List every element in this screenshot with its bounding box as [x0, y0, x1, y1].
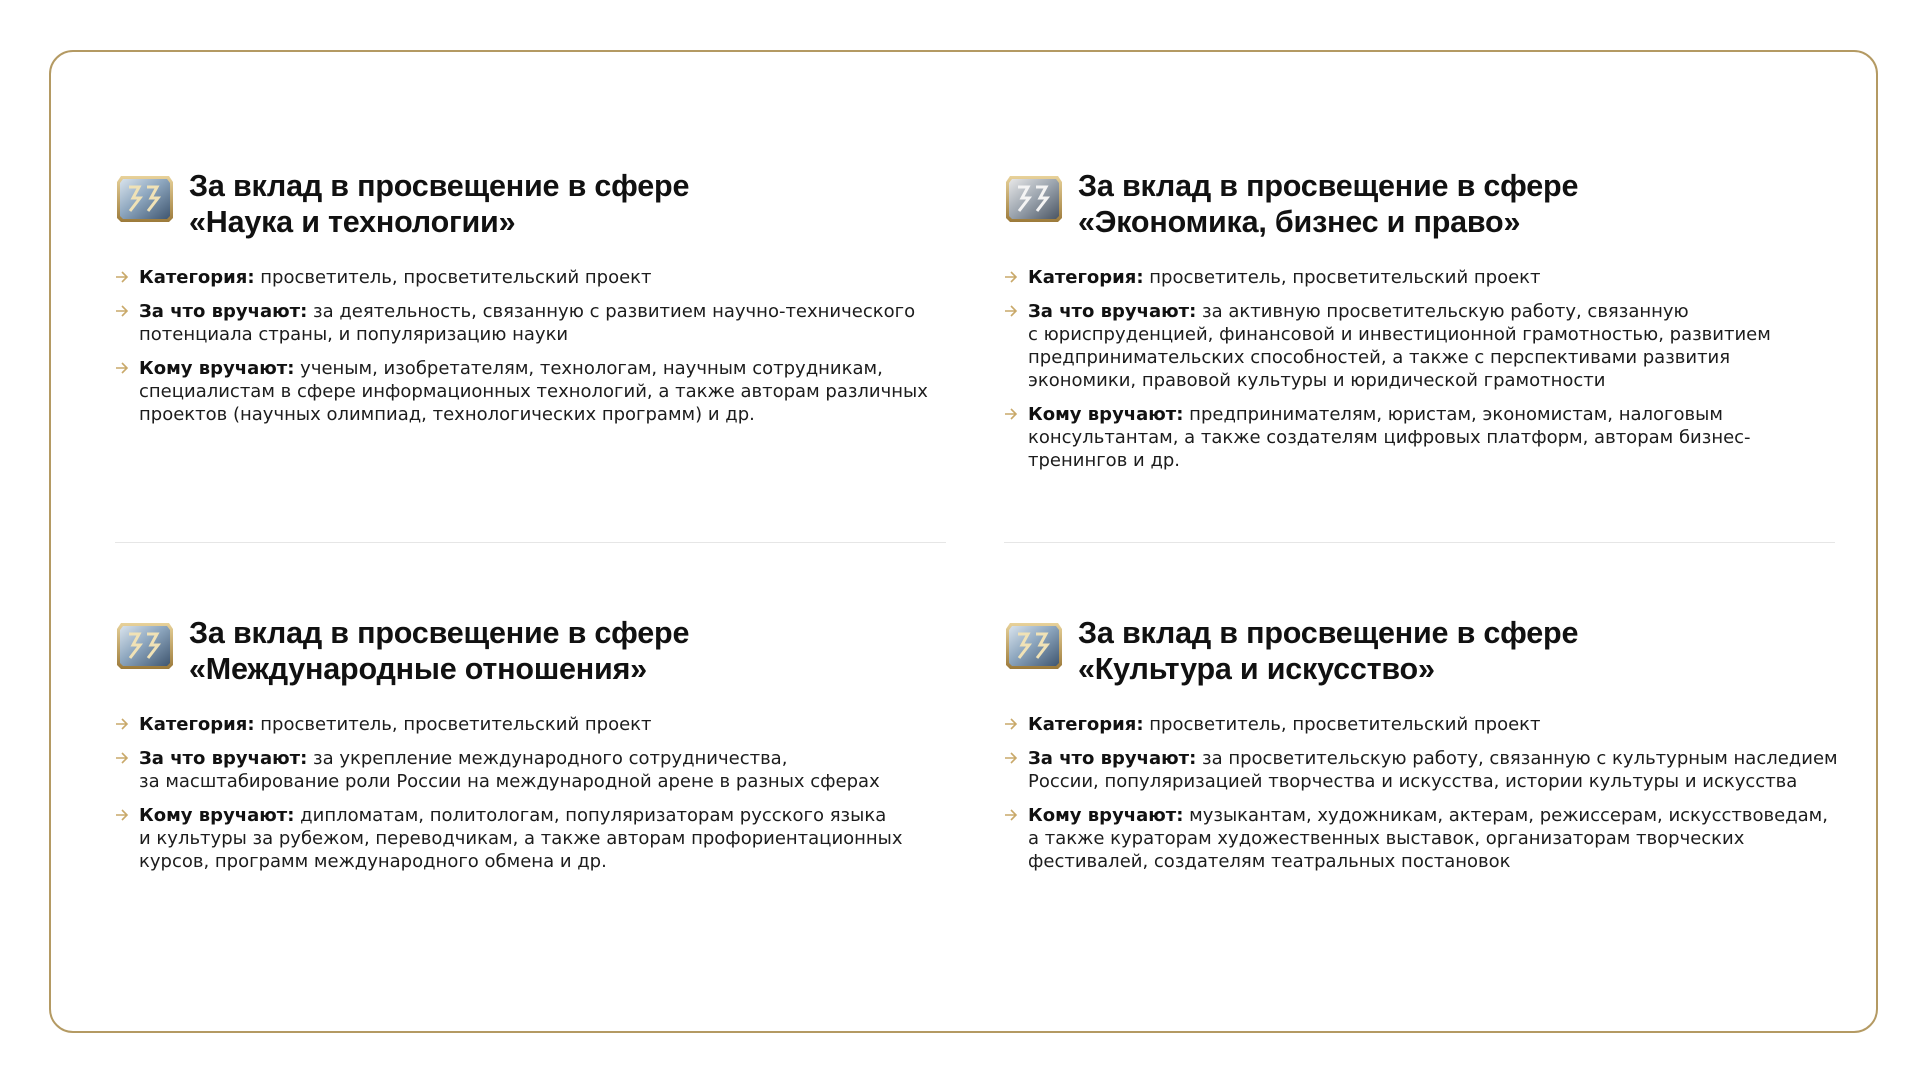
award-card-economics — [1004, 168, 1834, 483]
arrow-right-icon — [1004, 716, 1018, 732]
card-title-line: За вклад в просвещение в сфере — [189, 616, 690, 650]
criteria-label: Категория: — [1028, 267, 1144, 288]
card-header — [115, 168, 945, 240]
card-title-line: «Международные отношения» — [189, 652, 647, 686]
arrow-right-icon — [1004, 406, 1018, 422]
criteria-text: с юриспруденцией, финансовой и инвестиционной грамотностью, развитием — [1028, 324, 1771, 345]
arrow-right-icon — [115, 807, 129, 823]
criteria-item-recipients — [1004, 403, 1834, 472]
criteria-text: курсов, программ международного обмена и др. — [139, 851, 607, 872]
card-title-line: За вклад в просвещение в сфере — [1078, 616, 1579, 650]
criteria-text: и культуры за рубежом, переводчикам, а также авторам профориентационных — [139, 828, 903, 849]
criteria-label: Категория: — [1028, 714, 1144, 735]
award-medal-icon — [115, 170, 175, 226]
award-card-science — [115, 168, 945, 437]
criteria-text: за масштабирование роли России на международной арене в разных сферах — [139, 771, 880, 792]
arrow-right-icon — [115, 360, 129, 376]
criteria-label: За что вручают: — [1028, 301, 1197, 322]
criteria-text: предпринимательских способностей, а также с перспективами развития — [1028, 347, 1731, 368]
card-title-line: «Наука и технологии» — [189, 205, 516, 239]
criteria-text: фестивалей, создателям театральных постановок — [1028, 851, 1511, 872]
criteria-item-recipients — [1004, 804, 1834, 873]
arrow-right-icon — [115, 303, 129, 319]
criteria-text: проектов (научных олимпиад, технологических программ) и др. — [139, 404, 755, 425]
criteria-item-category — [1004, 713, 1834, 736]
card-header — [1004, 168, 1834, 240]
criteria-text: предпринимателям, юристам, экономистам, налоговым — [1189, 404, 1723, 425]
card-title-line: За вклад в просвещение в сфере — [189, 169, 690, 203]
criteria-item-category — [115, 266, 945, 289]
criteria-label: За что вручают: — [1028, 748, 1197, 769]
criteria-text: за деятельность, связанную с развитием научно-технического — [313, 301, 916, 322]
criteria-text: музыкантам, художникам, актерам, режиссерам, искусствоведам, — [1189, 805, 1828, 826]
arrow-right-icon — [1004, 750, 1018, 766]
arrow-right-icon — [115, 716, 129, 732]
award-medal-icon — [1004, 170, 1064, 226]
criteria-text: за просветительскую работу, связанную с культурным наследием — [1202, 748, 1838, 769]
criteria-item-reason — [1004, 747, 1838, 793]
award-medal-icon — [115, 617, 175, 673]
arrow-right-icon — [1004, 807, 1018, 823]
card-title — [189, 168, 689, 240]
criteria-item-reason — [1004, 300, 1834, 392]
criteria-label: Кому вручают: — [1028, 404, 1184, 425]
criteria-text: а также кураторам художественных выставок, организаторам творческих — [1028, 828, 1745, 849]
criteria-label: Категория: — [139, 714, 255, 735]
criteria-item-category — [115, 713, 945, 736]
criteria-label: Кому вручают: — [139, 358, 295, 379]
criteria-label: Кому вручают: — [139, 805, 295, 826]
criteria-text: экономики, правовой культуры и юридической грамотности — [1028, 370, 1606, 391]
criteria-text: тренингов и др. — [1028, 450, 1181, 471]
card-title — [189, 615, 689, 687]
criteria-text: России, популяризацией творчества и искусства, истории культуры и искусства — [1028, 771, 1798, 792]
criteria-text: просветитель, просветительский проект — [1149, 267, 1541, 288]
criteria-list — [1004, 266, 1834, 472]
criteria-list — [115, 713, 945, 873]
criteria-text: просветитель, просветительский проект — [260, 714, 652, 735]
criteria-item-reason — [115, 747, 945, 793]
criteria-item-category — [1004, 266, 1834, 289]
section-divider — [1004, 542, 1835, 543]
section-divider — [115, 542, 946, 543]
card-header — [115, 615, 945, 687]
award-card-culture — [1004, 615, 1838, 884]
criteria-text: просветитель, просветительский проект — [260, 267, 652, 288]
criteria-text: специалистам в сфере информационных технологий, а также авторам различных — [139, 381, 928, 402]
criteria-text: консультантам, а также создателям цифровых платформ, авторам бизнес- — [1028, 427, 1751, 448]
card-title — [1078, 168, 1578, 240]
criteria-label: За что вручают: — [139, 301, 308, 322]
criteria-item-recipients — [115, 804, 945, 873]
criteria-item-reason — [115, 300, 945, 346]
criteria-text: за активную просветительскую работу, связанную — [1202, 301, 1689, 322]
criteria-text: ученым, изобретателям, технологам, научным сотрудникам, — [300, 358, 883, 379]
criteria-list — [115, 266, 945, 426]
criteria-text: за укрепление международного сотрудничества, — [313, 748, 788, 769]
criteria-label: За что вручают: — [139, 748, 308, 769]
criteria-list — [1004, 713, 1838, 873]
card-title — [1078, 615, 1578, 687]
award-card-international — [115, 615, 945, 884]
award-medal-icon — [1004, 617, 1064, 673]
criteria-label: Категория: — [139, 267, 255, 288]
card-title-line: «Культура и искусство» — [1078, 652, 1435, 686]
card-header — [1004, 615, 1834, 687]
card-title-line: «Экономика, бизнес и право» — [1078, 205, 1521, 239]
arrow-right-icon — [115, 750, 129, 766]
card-title-line: За вклад в просвещение в сфере — [1078, 169, 1579, 203]
criteria-text: просветитель, просветительский проект — [1149, 714, 1541, 735]
arrow-right-icon — [1004, 303, 1018, 319]
arrow-right-icon — [1004, 269, 1018, 285]
criteria-text: дипломатам, политологам, популяризаторам русского языка — [300, 805, 887, 826]
arrow-right-icon — [115, 269, 129, 285]
criteria-item-recipients — [115, 357, 945, 426]
criteria-text: потенциала страны, и популяризацию науки — [139, 324, 569, 345]
criteria-label: Кому вручают: — [1028, 805, 1184, 826]
